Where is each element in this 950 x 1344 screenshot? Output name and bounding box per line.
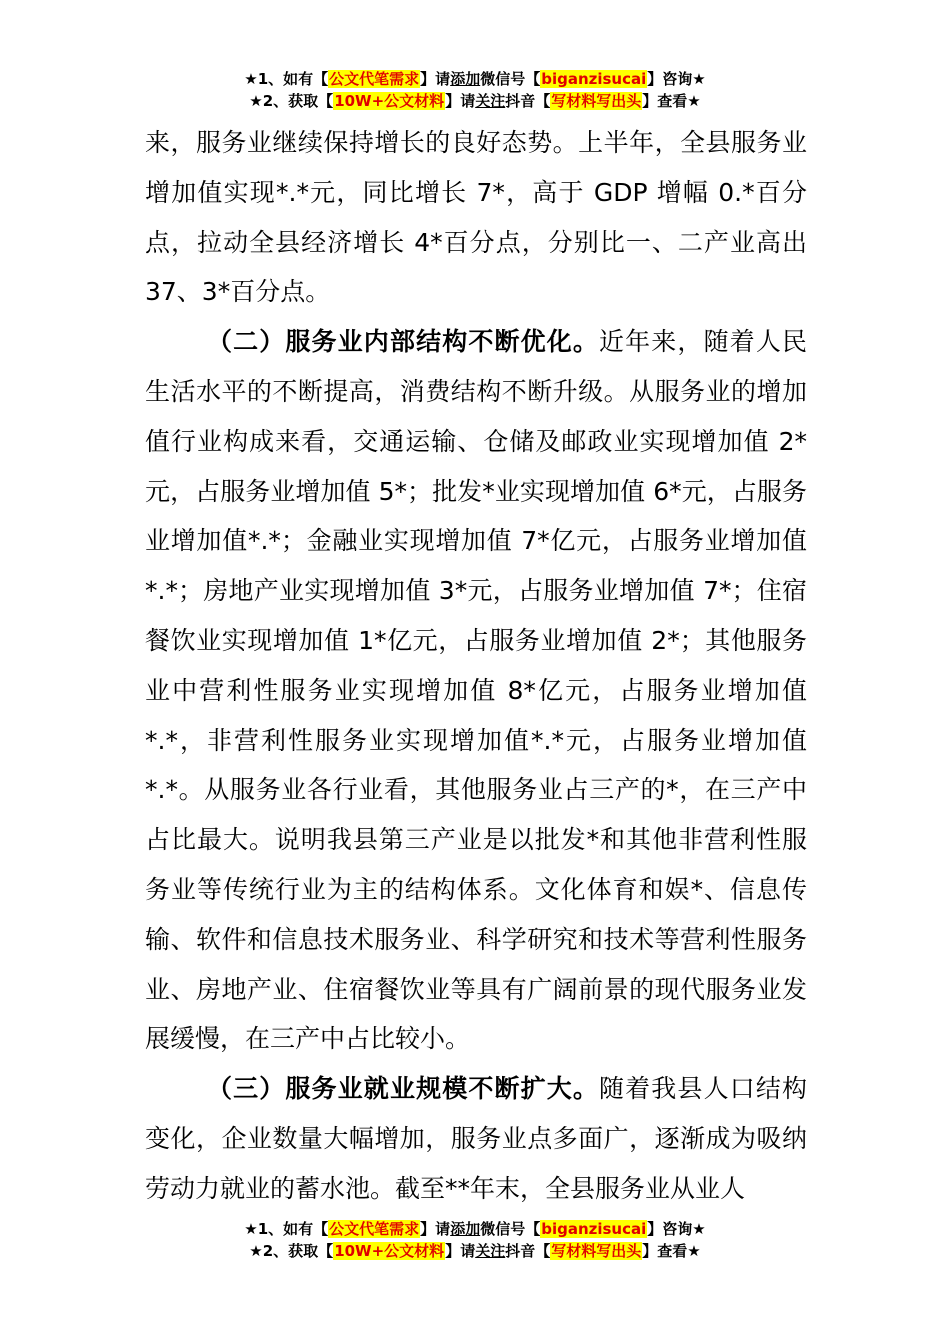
banner-highlight: 10W+公文材料 bbox=[334, 1242, 445, 1260]
section-heading-3: （三）服务业就业规模不断扩大。 bbox=[207, 1074, 600, 1104]
banner-line-1: ★1、如有【公文代笔需求】请添加微信号【biganzisucai】咨询★ bbox=[244, 70, 706, 88]
banner-highlight: 公文代笔需求 bbox=[329, 70, 420, 88]
header-banner bbox=[0, 68, 950, 112]
paragraph-1: 来，服务业继续保持增长的良好态势。上半年，全县服务业增加值实现*.*元，同比增长 7*，高于 GDP 增幅 0.*百分点，拉动全县经济增长 4*百分点，分别比一、二产业高出 37、3*百分点。 bbox=[145, 128, 807, 307]
paragraph-3: （三）服务业就业规模不断扩大。随着我县人口结构变化，企业数量大幅增加，服务业点多面广，逐渐成为吸纳劳动力就业的蓄水池。截至**年末，全县服务业从业人 bbox=[145, 1074, 807, 1203]
banner-highlight: biganzisucai bbox=[541, 1220, 647, 1238]
paragraph-2: （二）服务业内部结构不断优化。近年来，随着人民生活水平的不断提高，消费结构不断升级。从服务业的增加值行业构成来看，交通运输、仓储及邮政业实现增加值 2*元，占服务业增加值 5*；批发*业实现增加值 6*元，占服务业增加值*.*；金融业实现增加值 7*亿元，占服务业增加值*.*；房地产业实现增加值 3*元，占服务业增加值 7*；住宿餐饮业实现增加值 1*亿元，占服务业增加值 2*；其他服务业中营利性服务业实现增加值 8*亿元，占服务业增加值*.*，非营利性服务业实现增加值*.*元，占服务业增加值*.*。从服务业各行业看，其他服务业占三产的*，在三产中占比最大。说明我县第三产业是以批发*和其他非营利性服务业等传统行业为主的结构体系。文化体育和娱*、信息传输、软件和信息技术服务业、科学研究和技术等营利性服务业、房地产业、住宿餐饮业等具有广阔前景的现代服务业发展缓慢，在三产中占比较小。 bbox=[145, 327, 807, 1054]
banner-highlight: 写材料写出头 bbox=[551, 1242, 642, 1260]
banner-line-2: ★2、获取【10W+公文材料】请关注抖音【写材料写出头】查看★ bbox=[249, 92, 701, 110]
banner-highlight: 10W+公文材料 bbox=[334, 92, 445, 110]
footer-banner bbox=[0, 1218, 950, 1262]
banner-highlight: 写材料写出头 bbox=[551, 92, 642, 110]
document-body bbox=[145, 118, 807, 1214]
section-heading-2: （二）服务业内部结构不断优化。 bbox=[207, 327, 600, 357]
banner-highlight: biganzisucai bbox=[541, 70, 647, 88]
banner-line-2: ★2、获取【10W+公文材料】请关注抖音【写材料写出头】查看★ bbox=[249, 1242, 701, 1260]
banner-line-1: ★1、如有【公文代笔需求】请添加微信号【biganzisucai】咨询★ bbox=[244, 1220, 706, 1238]
banner-highlight: 公文代笔需求 bbox=[329, 1220, 420, 1238]
